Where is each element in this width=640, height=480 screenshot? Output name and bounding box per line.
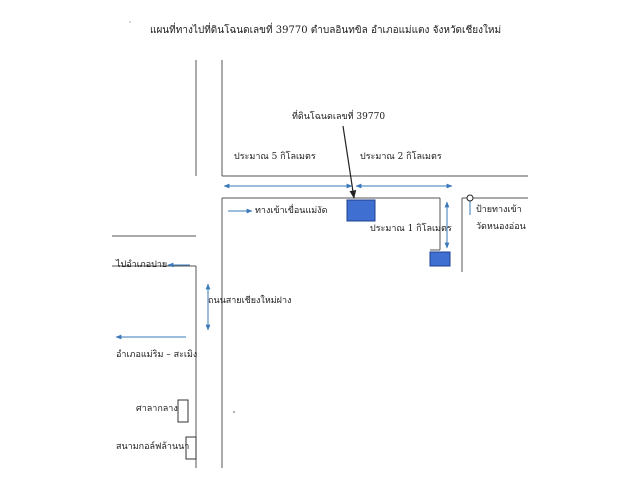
pavilion-box xyxy=(178,400,188,422)
to-mae-rim-label: อำเภอแม่ริม – สะเมิง xyxy=(116,350,198,360)
distance-5km-label: ประมาณ 5 กิโลเมตร xyxy=(234,152,316,162)
temple-sign-label-1: ป้ายทางเข้า xyxy=(476,205,522,215)
plot-pointer-arrow xyxy=(343,126,354,198)
land-plot-39770 xyxy=(347,200,375,221)
distance-2km-label: ประมาณ 2 กิโลเมตร xyxy=(360,152,442,162)
golf-course-label: สนามกอล์ฟล้านนา xyxy=(116,442,190,452)
to-pai-label: ไปอำเภอปาย xyxy=(116,260,168,270)
plot-deed-label: ที่ดินโฉนดเลขที่ 39770 xyxy=(292,112,386,122)
speck xyxy=(233,411,235,413)
speck xyxy=(129,21,130,22)
pavilion-label: ศาลากลาง xyxy=(136,404,178,414)
temple-sign-label-2: วัดหนองอ่อน xyxy=(476,222,526,232)
map-title: แผนที่ทางไปที่ดินโฉนดเลขที่ 39770 ตำบลอินทขิล อำเภอแม่แตง จังหวัดเชียงใหม่ xyxy=(150,25,502,36)
distance-1km-label: ประมาณ 1 กิโลเมตร xyxy=(370,224,452,234)
dam-entrance-label: ทางเข้าเขื่อนแม่งัด xyxy=(255,206,328,216)
highway-label: ถนนสายเชียงใหม่ฝาง xyxy=(208,296,292,306)
temple-sign-marker xyxy=(467,195,473,201)
temple-plot xyxy=(430,252,450,266)
